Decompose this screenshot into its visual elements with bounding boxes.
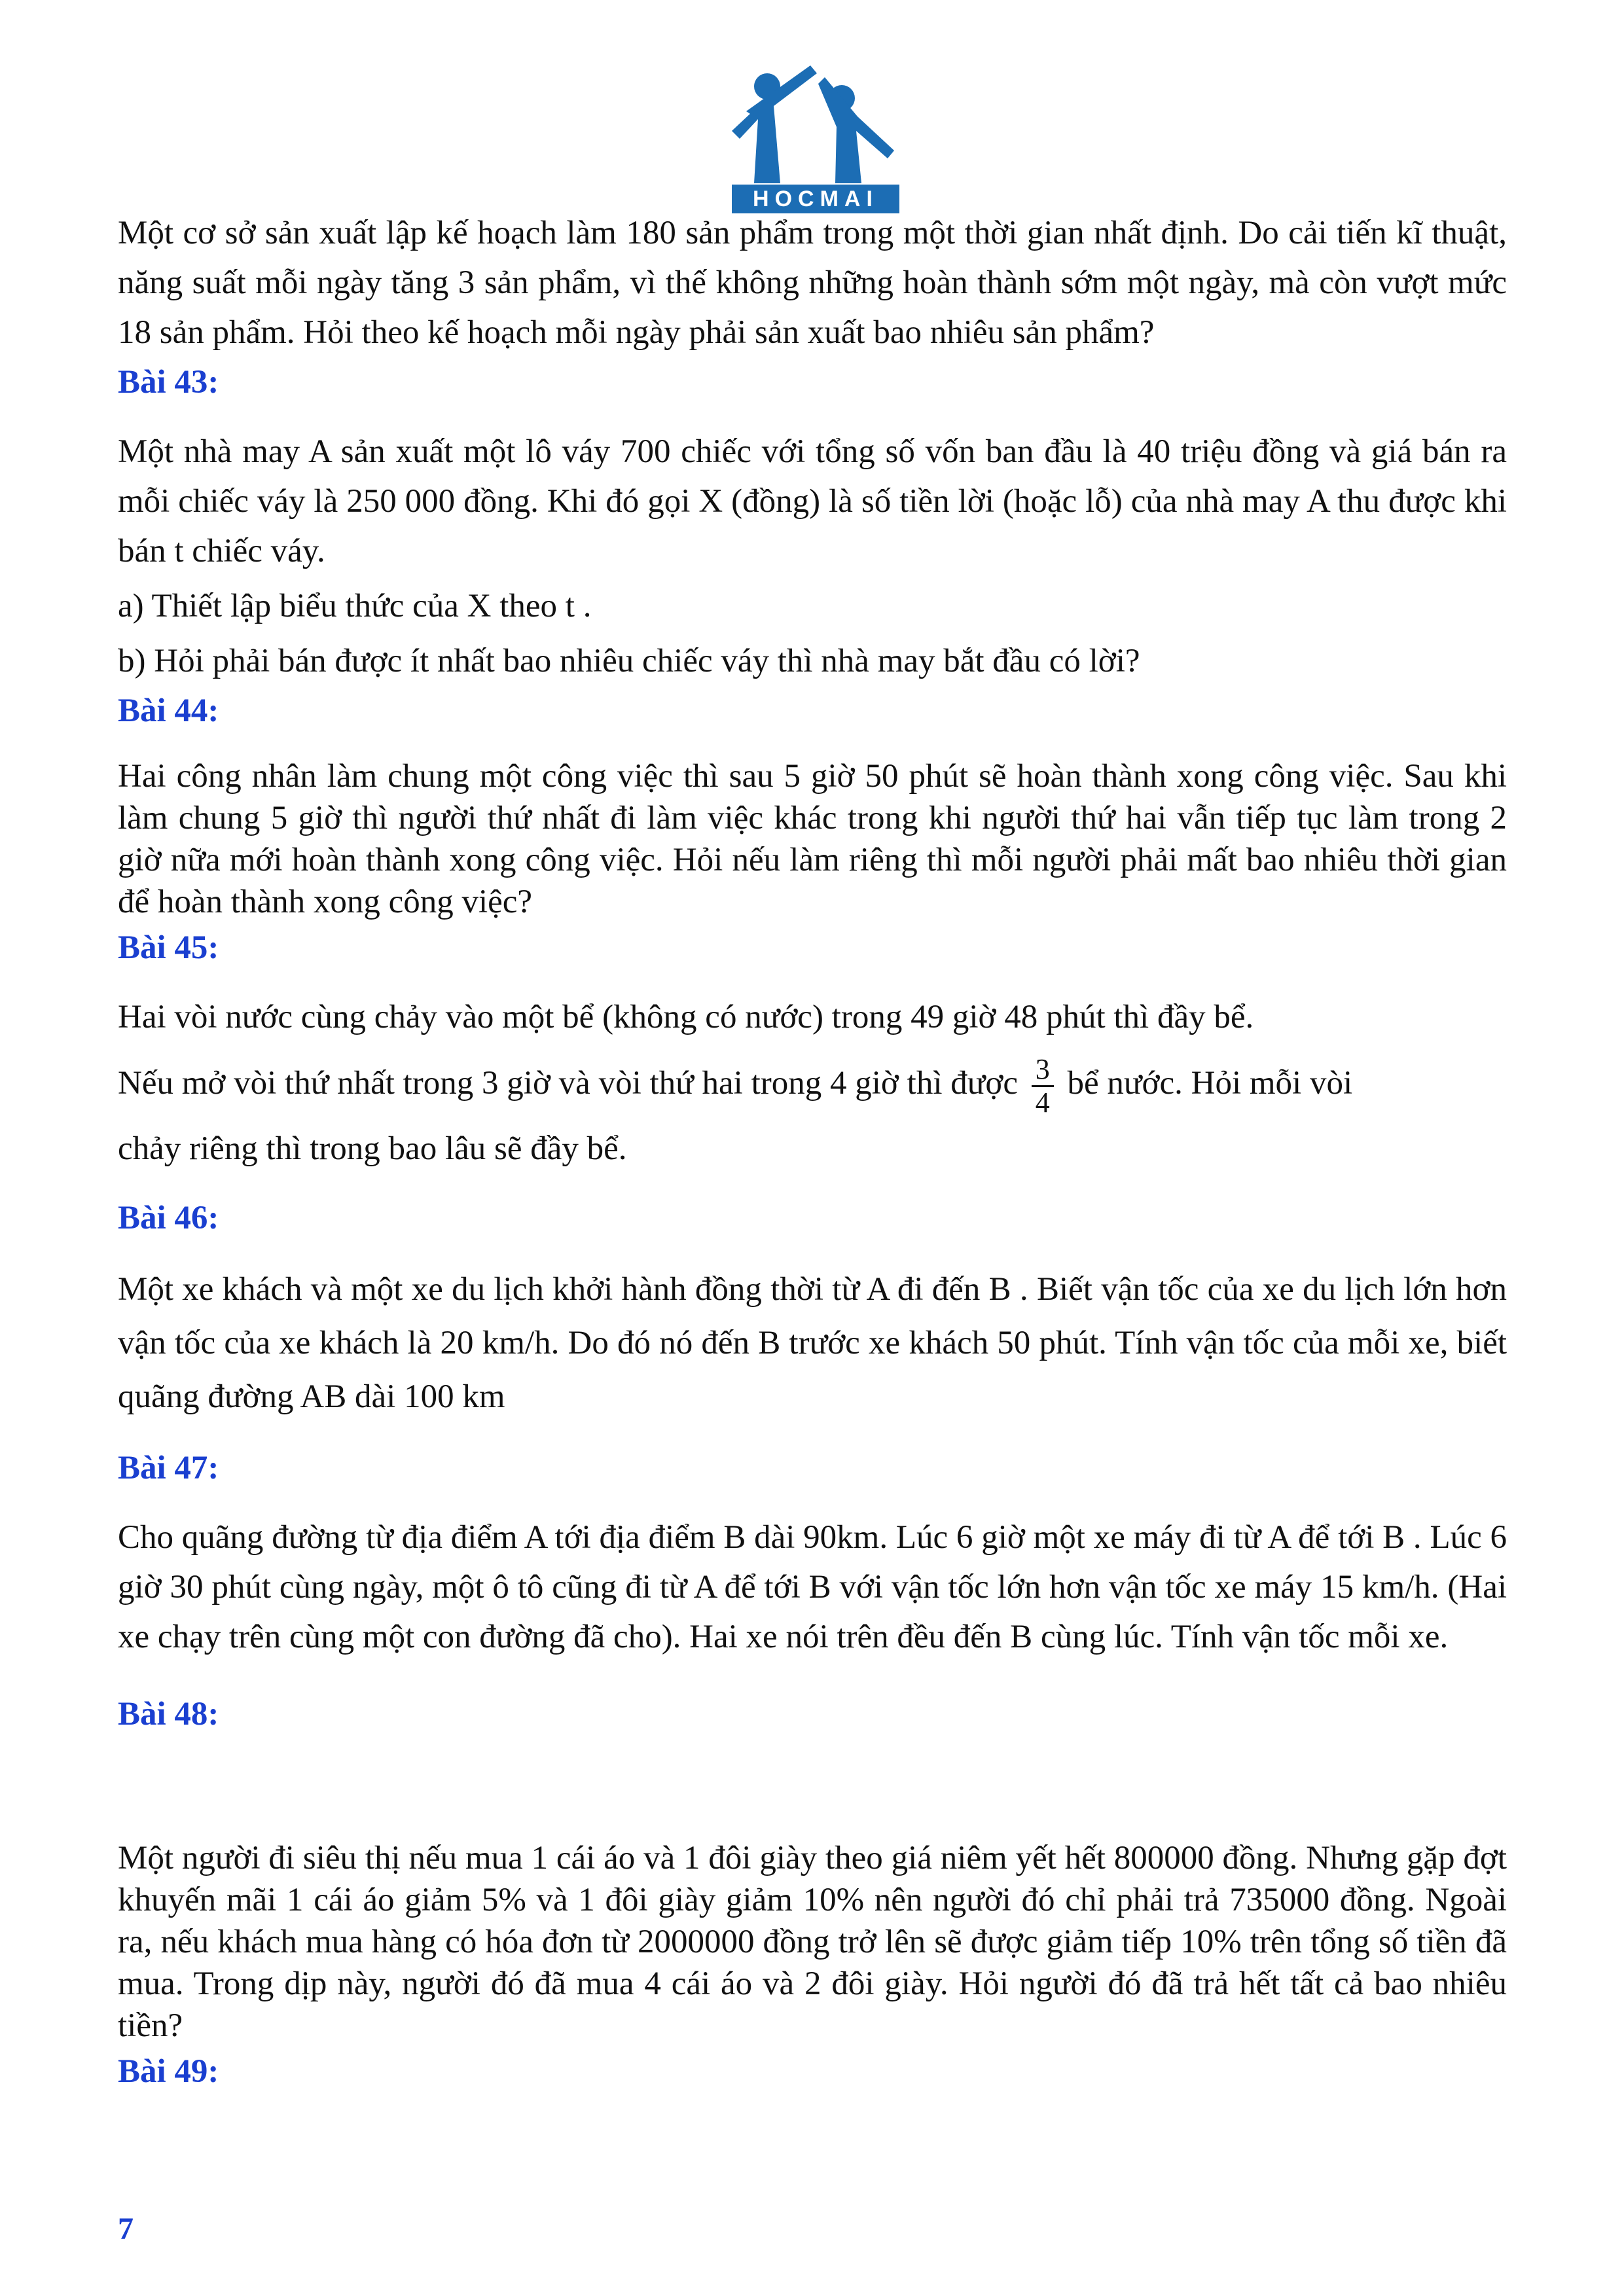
bai-43-part-a: a) Thiết lập biểu thức của X theo t . — [118, 588, 592, 624]
bai-43-part-b: b) Hỏi phải bán được ít nhất bao nhiêu chiếc váy thì nhà may bắt đầu có lời? — [118, 643, 1140, 679]
bai-48-heading: Bài 48: — [118, 1696, 219, 1732]
bai-44-text: Hai công nhân làm chung một công việc thì sau 5 giờ 50 phút sẽ hoàn thành xong công việc. Sau khi làm chung 5 giờ thì người thứ nhất đi làm việc khác trong khi người thứ hai vẫn tiếp tục làm trong 2 giờ nữa mới hoàn thành xong công việc. Hỏi nếu làm riêng thì mỗi người phải mất bao nhiêu thời gian để hoàn thành xong công việc? — [118, 758, 1507, 920]
bai-47-heading: Bài 47: — [118, 1450, 219, 1486]
bai-49-heading: Bài 49: — [118, 2053, 219, 2090]
bai-45-line-2 — [118, 1054, 1507, 1119]
bai-45-line-2-after: bể nước. Hỏi mỗi vòi — [1067, 1065, 1353, 1102]
document-body — [118, 208, 1507, 2096]
bai-45-line-1: Hai vòi nước cùng chảy vào một bể (không có nước) trong 49 giờ 48 phút thì đầy bể. — [118, 999, 1254, 1035]
bai-45-line-2-before: Nếu mở vòi thứ nhất trong 3 giờ và vòi thứ hai trong 4 giờ thì được — [118, 1065, 1018, 1102]
bai-43-heading: Bài 43: — [118, 364, 219, 401]
bai-45-line-3: chảy riêng thì trong bao lâu sẽ đầy bể. — [118, 1130, 627, 1167]
bai-44-heading: Bài 44: — [118, 692, 219, 729]
page-number: 7 — [118, 2212, 134, 2246]
bai-48-text: Một người đi siêu thị nếu mua 1 cái áo và 1 đôi giày theo giá niêm yết hết 800000 đồng. Nhưng gặp đợt khuyến mãi 1 cái áo giảm 5% và 1 đôi giày giảm 10% nên người đó chỉ phải trả 735000 đồng. Ngoài ra, nếu khách mua hàng có hóa đơn từ 2000000 đồng trở lên sẽ được giảm tiếp 10% trên tổng số tiền đã mua. Trong dịp này, người đó đã mua 4 cái áo và 2 đôi giày. Hỏi người đó đã trả hết tất cả bao nhiêu tiền? — [118, 1840, 1507, 2044]
bai-46-heading: Bài 46: — [118, 1200, 219, 1236]
intro-paragraph: Một cơ sở sản xuất lập kế hoạch làm 180 sản phẩm trong một thời gian nhất định. Do cải tiến kĩ thuật, năng suất mỗi ngày tăng 3 sản phẩm, vì thế không những hoàn thành sớm một ngày, mà còn vượt mức 18 sản phẩm. Hỏi theo kế hoạch mỗi ngày phải sản xuất bao nhiêu sản phẩm? — [118, 215, 1507, 351]
bai-45-heading: Bài 45: — [118, 929, 219, 966]
fraction-denominator: 4 — [1035, 1086, 1050, 1119]
fraction-three-quarters — [1032, 1054, 1054, 1119]
bai-43-text: Một nhà may A sản xuất một lô váy 700 chiếc với tổng số vốn ban đầu là 40 triệu đồng và giá bán ra mỗi chiếc váy là 250 000 đồng. Khi đó gọi X (đồng) là số tiền lời (hoặc lỗ) của nhà may A thu được khi bán t chiếc váy. — [118, 433, 1507, 569]
bai-46-text: Một xe khách và một xe du lịch khởi hành đồng thời từ A đi đến B . Biết vận tốc của xe du lịch lớn hơn vận tốc của xe khách là 20 km/h. Do đó nó đến B trước xe khách 50 phút. Tính vận tốc của mỗi xe, biết quãng đường AB dài 100 km — [118, 1271, 1507, 1415]
bai-47-text: Cho quãng đường từ địa điểm A tới địa điểm B dài 90km. Lúc 6 giờ một xe máy đi từ A để tới B . Lúc 6 giờ 30 phút cùng ngày, một ô tô cũng đi từ A để tới B với vận tốc lớn hơn vận tốc xe máy 15 km/h. (Hai xe chạy trên cùng một con đường đã cho). Hai xe nói trên đều đến B cùng lúc. Tính vận tốc mỗi xe. — [118, 1519, 1507, 1655]
hocmai-logo-text: HOCMAI — [732, 185, 899, 213]
fraction-numerator: 3 — [1032, 1054, 1054, 1087]
